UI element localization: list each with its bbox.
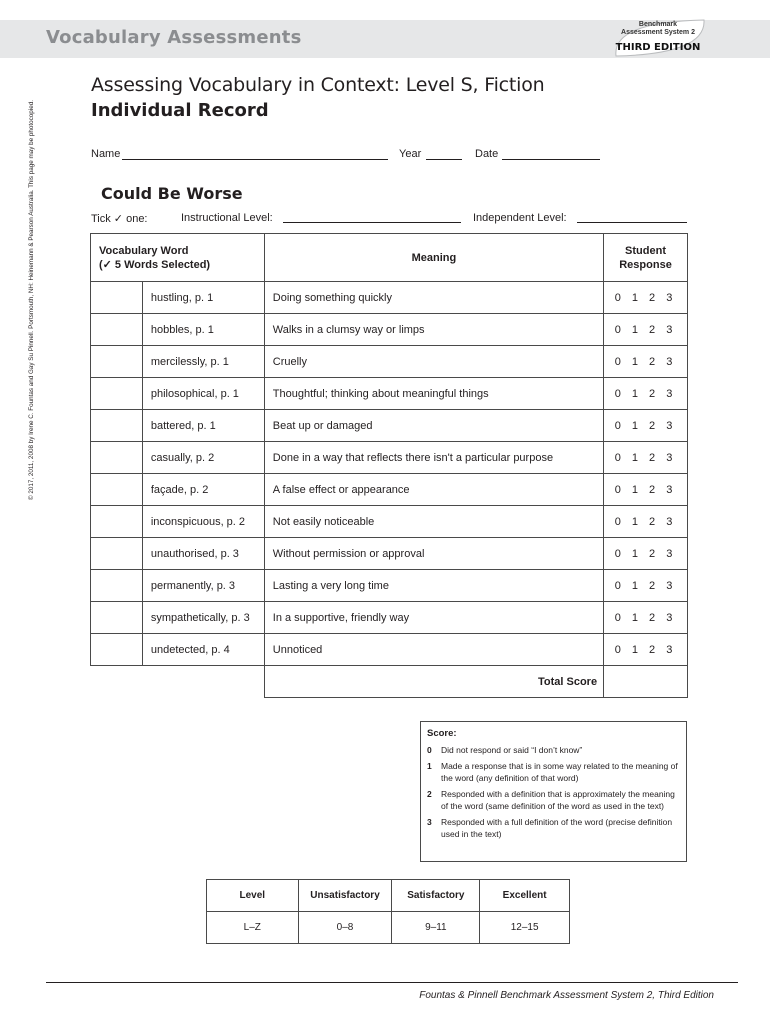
level-header-satisfactory: Satisfactory: [392, 880, 480, 912]
total-score-label: Total Score: [264, 666, 603, 698]
word-select-checkbox[interactable]: [91, 538, 143, 570]
score-description: Responded with a definition that is approximately the meaning of the word (same definition of the word as used in the text): [441, 789, 675, 811]
independent-field[interactable]: [577, 222, 687, 223]
word-meaning: Not easily noticeable: [264, 506, 603, 538]
badge-line-1: Benchmark: [638, 21, 678, 28]
word-meaning: Walks in a clumsy way or limps: [264, 314, 603, 346]
badge-line-3: THIRD EDITION: [615, 42, 701, 53]
footer-text: Fountas & Pinnell Benchmark Assessment System 2, Third Edition: [419, 990, 714, 1001]
word-select-checkbox[interactable]: [91, 634, 143, 666]
name-field[interactable]: [122, 159, 388, 160]
score-item: [427, 788, 680, 812]
vocabulary-table-header: [91, 234, 688, 282]
response-score[interactable]: 0 1 2 3: [604, 314, 688, 346]
vocabulary-word: façade, p. 2: [142, 474, 264, 506]
table-row: [91, 346, 688, 378]
total-score-row: [91, 666, 688, 698]
level-header-level: Level: [207, 880, 299, 912]
table-row: [91, 506, 688, 538]
vocabulary-word: mercilessly, p. 1: [142, 346, 264, 378]
name-label: Name: [91, 148, 121, 160]
score-number: 2: [427, 789, 432, 799]
independent-label: Independent Level:: [473, 212, 567, 224]
header-vocabulary-word: [91, 234, 265, 282]
score-number: 1: [427, 761, 432, 771]
score-number: 0: [427, 745, 432, 755]
response-score[interactable]: 0 1 2 3: [604, 506, 688, 538]
table-row: [91, 570, 688, 602]
section-title: Vocabulary Assessments: [46, 27, 302, 48]
level-table-header: [207, 880, 570, 912]
table-row: [91, 410, 688, 442]
score-item: [427, 816, 680, 840]
score-item: [427, 744, 680, 756]
word-meaning: Done in a way that reflects there isn't a particular purpose: [264, 442, 603, 474]
word-select-checkbox[interactable]: [91, 314, 143, 346]
response-score[interactable]: 0 1 2 3: [604, 378, 688, 410]
edition-badge: [608, 18, 708, 60]
response-score[interactable]: 0 1 2 3: [604, 602, 688, 634]
table-row: [91, 282, 688, 314]
total-score-field[interactable]: [604, 666, 688, 698]
response-score[interactable]: 0 1 2 3: [604, 282, 688, 314]
level-criteria-table: [206, 879, 570, 944]
vocabulary-word: unauthorised, p. 3: [142, 538, 264, 570]
table-row: [91, 442, 688, 474]
badge-line-2: Assessment System 2: [621, 29, 695, 36]
header-student-response: [604, 234, 688, 282]
response-score[interactable]: 0 1 2 3: [604, 474, 688, 506]
word-select-checkbox[interactable]: [91, 282, 143, 314]
instructional-label: Instructional Level:: [181, 212, 273, 224]
vocabulary-word: inconspicuous, p. 2: [142, 506, 264, 538]
response-score[interactable]: 0 1 2 3: [604, 442, 688, 474]
response-score[interactable]: 0 1 2 3: [604, 410, 688, 442]
vocabulary-word: undetected, p. 4: [142, 634, 264, 666]
word-select-checkbox[interactable]: [91, 346, 143, 378]
vocabulary-word: philosophical, p. 1: [142, 378, 264, 410]
score-description: Made a response that is in some way related to the meaning of the word (any definition of that word): [441, 761, 678, 783]
score-description: Did not respond or said “I don’t know”: [441, 745, 583, 755]
word-meaning: Thoughtful; thinking about meaningful things: [264, 378, 603, 410]
header-response-line2: Response: [619, 258, 672, 271]
score-legend: [420, 721, 687, 862]
response-score[interactable]: 0 1 2 3: [604, 634, 688, 666]
vocabulary-word: sympathetically, p. 3: [142, 602, 264, 634]
word-select-checkbox[interactable]: [91, 474, 143, 506]
year-field[interactable]: [426, 159, 462, 160]
satisfactory-range: 9–11: [392, 912, 480, 944]
vocabulary-word: battered, p. 1: [142, 410, 264, 442]
table-row: [91, 538, 688, 570]
book-title: Could Be Worse: [101, 184, 243, 203]
header-meaning: Meaning: [264, 234, 603, 282]
level-header-unsatisfactory: Unsatisfactory: [298, 880, 392, 912]
header-word-line1: Vocabulary Word: [99, 244, 189, 257]
header-word-line2: (✓ 5 Words Selected): [99, 258, 211, 271]
word-select-checkbox[interactable]: [91, 378, 143, 410]
table-row: [91, 378, 688, 410]
word-select-checkbox[interactable]: [91, 442, 143, 474]
word-meaning: Beat up or damaged: [264, 410, 603, 442]
word-meaning: Doing something quickly: [264, 282, 603, 314]
word-select-checkbox[interactable]: [91, 602, 143, 634]
date-label: Date: [475, 148, 499, 160]
vocabulary-word: casually, p. 2: [142, 442, 264, 474]
table-row: [91, 474, 688, 506]
word-select-checkbox[interactable]: [91, 506, 143, 538]
level-header-excellent: Excellent: [480, 880, 570, 912]
table-row: [91, 602, 688, 634]
vocabulary-word: permanently, p. 3: [142, 570, 264, 602]
copyright-notice-wrap: [28, 100, 38, 500]
response-score[interactable]: 0 1 2 3: [604, 570, 688, 602]
unsatisfactory-range: 0–8: [298, 912, 392, 944]
header-response-line1: Student: [625, 244, 666, 257]
page-subtitle: Individual Record: [91, 100, 269, 121]
instructional-field[interactable]: [283, 222, 461, 223]
year-label: Year: [399, 148, 422, 160]
date-field[interactable]: [502, 159, 600, 160]
table-row: [91, 314, 688, 346]
word-meaning: A false effect or appearance: [264, 474, 603, 506]
word-meaning: Unnoticed: [264, 634, 603, 666]
word-meaning: Cruelly: [264, 346, 603, 378]
score-title: Score:: [427, 728, 457, 739]
page-title: Assessing Vocabulary in Context: Level S, Fiction: [91, 74, 545, 96]
level-value: L–Z: [207, 912, 299, 944]
level-table-row: [207, 912, 570, 944]
score-description: Responded with a full definition of the word (precise definition used in the text): [441, 817, 673, 839]
footer-divider: [46, 982, 738, 983]
word-meaning: In a supportive, friendly way: [264, 602, 603, 634]
vocabulary-word: hobbles, p. 1: [142, 314, 264, 346]
excellent-range: 12–15: [480, 912, 570, 944]
score-item: [427, 760, 680, 784]
word-select-checkbox[interactable]: [91, 410, 143, 442]
word-meaning: Lasting a very long time: [264, 570, 603, 602]
response-score[interactable]: 0 1 2 3: [604, 346, 688, 378]
word-meaning: Without permission or approval: [264, 538, 603, 570]
word-select-checkbox[interactable]: [91, 570, 143, 602]
score-number: 3: [427, 817, 432, 827]
vocabulary-word: hustling, p. 1: [142, 282, 264, 314]
vocabulary-table: [90, 233, 688, 698]
table-row: [91, 634, 688, 666]
copyright-notice: © 2017, 2011, 2008 by Irene C. Fountas and Gay Su Pinnell. Portsmouth, NH: Heinemann & Pearson Australia. This page may be photocopied.: [28, 100, 35, 500]
tick-label: Tick ✓ one:: [91, 213, 148, 225]
response-score[interactable]: 0 1 2 3: [604, 538, 688, 570]
